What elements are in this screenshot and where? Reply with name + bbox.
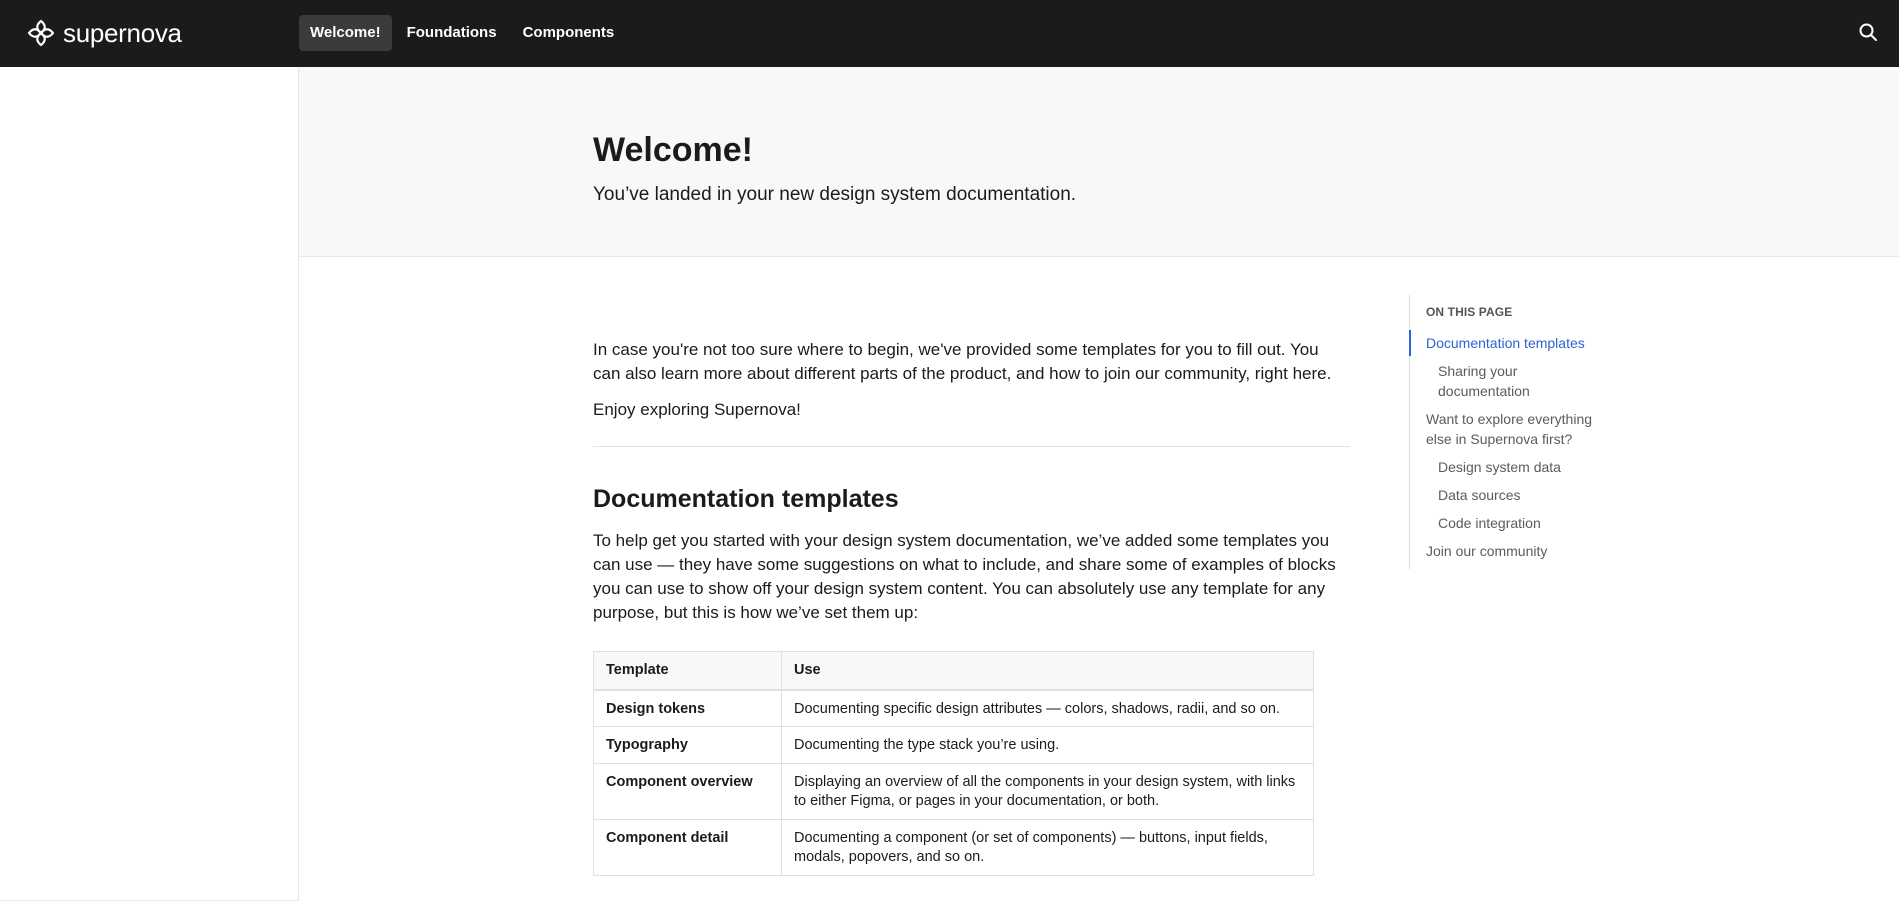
primary-nav [299,15,629,51]
page-title: Welcome! [593,131,753,169]
search-icon [1858,29,1878,46]
on-this-page-nav [1409,295,1609,569]
table-cell-use: Documenting specific design attributes — colors, shadows, radii, and so on. [782,690,1314,727]
page-subtitle: You’ve landed in your new design system documentation. [593,184,1077,205]
table-cell-template: Component detail [594,820,782,876]
toc-link-data-sources[interactable]: Data sources [1438,487,1521,503]
table-row [594,820,1314,876]
top-navigation-bar [0,0,1899,67]
nav-tab-components[interactable]: Components [522,24,615,41]
intro-paragraph: In case you're not too sure where to begin, we've provided some templates for you to fill out. You can also learn more about different parts of the product, and how to join our community, right here. [593,340,1332,383]
brand-logo[interactable] [26,18,182,48]
toc-link-documentation-templates[interactable]: Documentation templates [1410,333,1609,353]
table-row [594,690,1314,727]
section-divider [593,446,1350,447]
search-button[interactable] [1858,22,1880,44]
enjoy-paragraph: Enjoy exploring Supernova! [593,400,801,419]
nav-tab-foundations[interactable]: Foundations [406,24,497,41]
table-cell-template: Typography [594,727,782,764]
toc-link-design-system-data[interactable]: Design system data [1438,459,1561,475]
toc-link-code-integration[interactable]: Code integration [1438,515,1541,531]
table-cell-template: Design tokens [594,690,782,727]
page-hero [299,67,1899,257]
section-heading-documentation-templates: Documentation templates [593,485,899,513]
toc-link-join-our-community[interactable]: Join our community [1426,543,1548,559]
main-content [593,338,1350,625]
table-row [594,727,1314,764]
table-cell-use: Documenting the type stack you’re using. [782,727,1314,764]
supernova-logo-icon [26,18,56,48]
toc-link-sharing-your-documentation[interactable]: Sharing your documentation [1438,363,1530,399]
templates-intro-paragraph: To help get you started with your design system documentation, we’ve added some templates you can use — they have some suggestions on what to include, and share some of examples of blocks you can use to show off your design system content. You can absolutely use any template for any purpose, but this is how we’ve set them up: [593,531,1336,622]
toc-link-explore-supernova[interactable]: Want to explore everything else in Supernova first? [1426,411,1593,447]
nav-tab-welcome[interactable]: Welcome! [299,15,392,51]
table-cell-use: Documenting a component (or set of components) — buttons, input fields, modals, popovers, and so on. [782,820,1314,876]
table-header-use: Use [782,652,1314,690]
table-header-row [594,652,1314,690]
brand-name: supernova [63,18,182,48]
table-header-template: Template [594,652,782,690]
toc-heading: ON THIS PAGE [1426,305,1513,319]
table-cell-use: Displaying an overview of all the components in your design system, with links to either Figma, or pages in your documentation, or both. [782,764,1314,820]
table-cell-template: Component overview [594,764,782,820]
table-row [594,764,1314,820]
templates-table [593,651,1314,876]
left-sidebar [0,67,299,901]
